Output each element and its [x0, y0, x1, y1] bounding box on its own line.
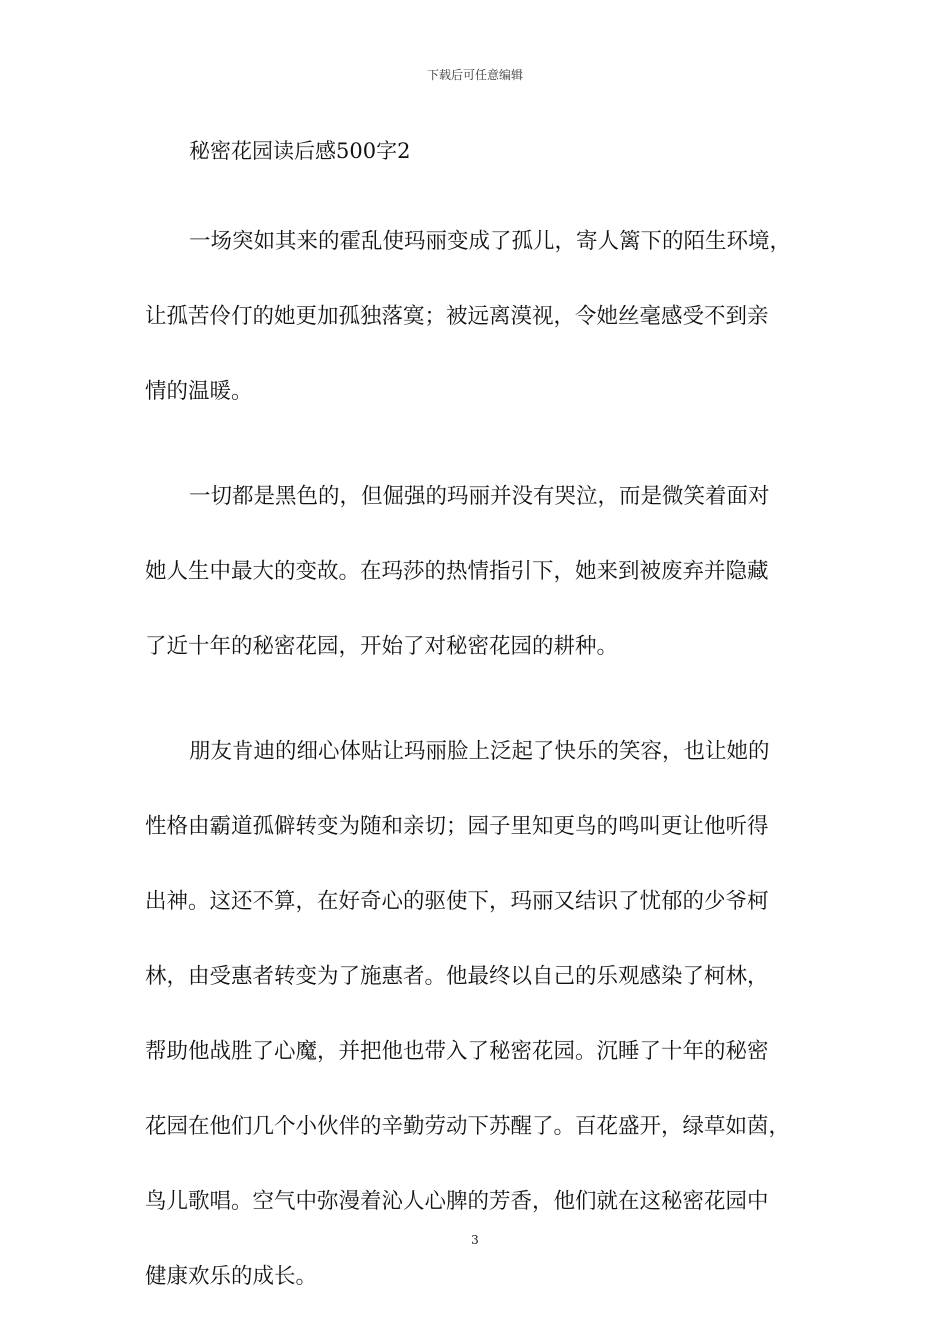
page-number: 3: [471, 1233, 479, 1247]
text-line: 情的温暖。: [145, 379, 253, 404]
text-line: 林，由受惠者转变为了施惠者。他最终以自己的乐观感染了柯林，: [145, 964, 769, 989]
document-body: [145, 128, 825, 1314]
text-line: 让孤苦伶仃的她更加孤独落寞；被远离漠视，令她丝毫感受不到亲: [145, 304, 769, 329]
text-line: 朋友肯迪的细心体贴让玛丽脸上泛起了快乐的笑容，也让她的: [189, 739, 770, 764]
text-line: 鸟儿歌唱。空气中弥漫着沁人心脾的芳香，他们就在这秘密花园中: [145, 1189, 769, 1214]
text-line: 性格由霸道孤僻转变为随和亲切；园子里知更鸟的鸣叫更让他听得: [145, 814, 769, 839]
text-line: 健康欢乐的成长。: [145, 1264, 318, 1289]
text-line: 帮助他战胜了心魔，并把他也带入了秘密花园。沉睡了十年的秘密: [145, 1039, 769, 1064]
text-line: 了近十年的秘密花园，开始了对秘密花园的耕种。: [145, 634, 619, 659]
paragraph-3: [145, 714, 825, 1314]
paragraph-2: [145, 459, 825, 684]
text-line: 一切都是黑色的，但倔强的玛丽并没有哭泣，而是微笑着面对: [189, 484, 770, 509]
text-line: 花园在他们几个小伙伴的辛勤劳动下苏醒了。百花盛开，绿草如茵，: [145, 1114, 791, 1139]
paragraph-1: [145, 204, 825, 429]
page-header: 下载后可任意编辑: [426, 68, 523, 82]
text-line: 一场突如其来的霍乱使玛丽变成了孤儿，寄人篱下的陌生环境，: [189, 229, 792, 254]
document-title: 秘密花园读后感500字2: [189, 139, 411, 163]
text-line: 她人生中最大的变故。在玛莎的热情指引下，她来到被废弃并隐藏: [145, 559, 769, 584]
text-line: 出神。这还不算，在好奇心的驱使下，玛丽又结识了忧郁的少爷柯: [145, 889, 769, 914]
